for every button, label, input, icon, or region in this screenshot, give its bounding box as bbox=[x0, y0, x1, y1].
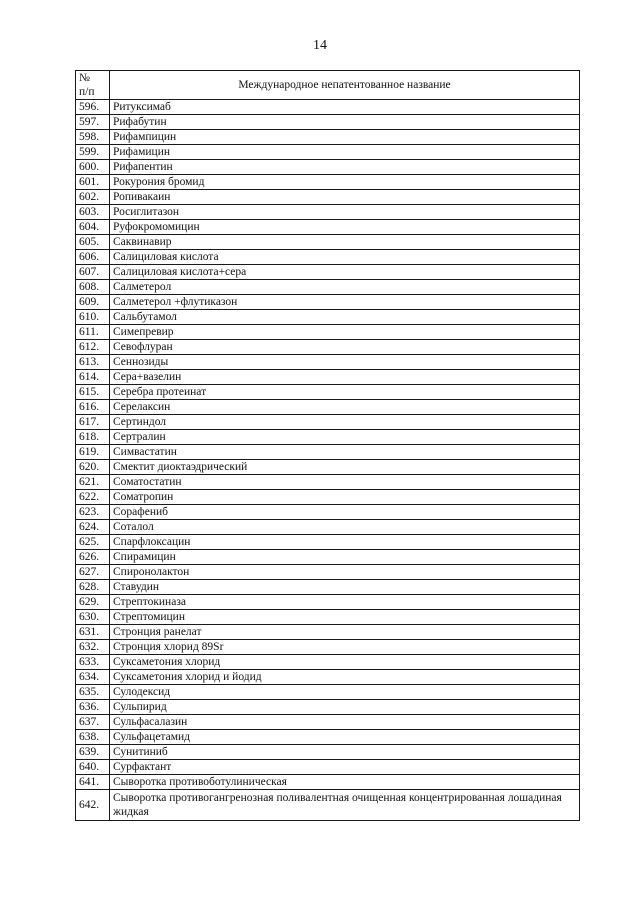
table-row bbox=[76, 220, 580, 235]
drug-name: Ритуксимаб bbox=[110, 100, 580, 115]
row-number: 623. bbox=[76, 505, 110, 520]
drug-name: Сульпирид bbox=[110, 700, 580, 715]
drug-name: Серелаксин bbox=[110, 400, 580, 415]
row-number: 626. bbox=[76, 550, 110, 565]
table-row bbox=[76, 790, 580, 821]
drug-name: Росиглитазон bbox=[110, 205, 580, 220]
table-row bbox=[76, 145, 580, 160]
table-row bbox=[76, 310, 580, 325]
drug-name: Сульфацетамид bbox=[110, 730, 580, 745]
row-number: 641. bbox=[76, 775, 110, 790]
row-number: 608. bbox=[76, 280, 110, 295]
table-row bbox=[76, 655, 580, 670]
row-number: 600. bbox=[76, 160, 110, 175]
table-row bbox=[76, 610, 580, 625]
row-number: 599. bbox=[76, 145, 110, 160]
table-row bbox=[76, 745, 580, 760]
row-number: 618. bbox=[76, 430, 110, 445]
table-row bbox=[76, 475, 580, 490]
table-row bbox=[76, 205, 580, 220]
table-row bbox=[76, 160, 580, 175]
row-number: 639. bbox=[76, 745, 110, 760]
row-number: 642. bbox=[76, 790, 110, 821]
drug-name: Спирамицин bbox=[110, 550, 580, 565]
row-number: 620. bbox=[76, 460, 110, 475]
table-row bbox=[76, 295, 580, 310]
table-row bbox=[76, 775, 580, 790]
drug-name: Рифамицин bbox=[110, 145, 580, 160]
table-row bbox=[76, 445, 580, 460]
row-number: 615. bbox=[76, 385, 110, 400]
row-number: 632. bbox=[76, 640, 110, 655]
drug-name: Соматостатин bbox=[110, 475, 580, 490]
drug-name: Севофлуран bbox=[110, 340, 580, 355]
header-number-cell bbox=[76, 71, 110, 100]
row-number: 634. bbox=[76, 670, 110, 685]
table-row bbox=[76, 595, 580, 610]
table-row bbox=[76, 265, 580, 280]
drug-name: Серебра протеинат bbox=[110, 385, 580, 400]
table-row bbox=[76, 235, 580, 250]
row-number: 619. bbox=[76, 445, 110, 460]
row-number: 633. bbox=[76, 655, 110, 670]
table-row bbox=[76, 280, 580, 295]
drug-name: Салметерол bbox=[110, 280, 580, 295]
table-row bbox=[76, 415, 580, 430]
table-header-row bbox=[76, 71, 580, 100]
table-row bbox=[76, 385, 580, 400]
table-row bbox=[76, 565, 580, 580]
row-number: 610. bbox=[76, 310, 110, 325]
drug-name: Сертралин bbox=[110, 430, 580, 445]
drug-name: Сеннозиды bbox=[110, 355, 580, 370]
row-number: 624. bbox=[76, 520, 110, 535]
drug-name: Спиронолактон bbox=[110, 565, 580, 580]
row-number: 617. bbox=[76, 415, 110, 430]
drug-name: Рифапентин bbox=[110, 160, 580, 175]
row-number: 604. bbox=[76, 220, 110, 235]
drug-name: Салициловая кислота bbox=[110, 250, 580, 265]
table-row bbox=[76, 580, 580, 595]
table-row bbox=[76, 340, 580, 355]
row-number: 613. bbox=[76, 355, 110, 370]
drug-name: Симепревир bbox=[110, 325, 580, 340]
drug-name: Соталол bbox=[110, 520, 580, 535]
row-number: 625. bbox=[76, 535, 110, 550]
row-number: 622. bbox=[76, 490, 110, 505]
drug-name: Стрептокиназа bbox=[110, 595, 580, 610]
row-number: 631. bbox=[76, 625, 110, 640]
drug-name: Смектит диоктаэдрический bbox=[110, 460, 580, 475]
drug-name: Сурфактант bbox=[110, 760, 580, 775]
row-number: 603. bbox=[76, 205, 110, 220]
table-row bbox=[76, 505, 580, 520]
row-number: 609. bbox=[76, 295, 110, 310]
table-row bbox=[76, 520, 580, 535]
table-row bbox=[76, 250, 580, 265]
drug-name: Стрептомицин bbox=[110, 610, 580, 625]
row-number: 614. bbox=[76, 370, 110, 385]
row-number: 597. bbox=[76, 115, 110, 130]
drug-name: Сальбутамол bbox=[110, 310, 580, 325]
table-row bbox=[76, 460, 580, 475]
drug-name: Соматропин bbox=[110, 490, 580, 505]
drug-name: Сыворотка противогангренозная поливалентная очищенная концентрированная лошадиная жидкая bbox=[110, 790, 580, 821]
row-number: 612. bbox=[76, 340, 110, 355]
table-row bbox=[76, 700, 580, 715]
row-number: 628. bbox=[76, 580, 110, 595]
table-row bbox=[76, 730, 580, 745]
table-row bbox=[76, 115, 580, 130]
drug-name: Сертиндол bbox=[110, 415, 580, 430]
table-row bbox=[76, 760, 580, 775]
header-number-abbrev: п/п bbox=[79, 86, 95, 98]
row-number: 606. bbox=[76, 250, 110, 265]
drug-name: Суксаметония хлорид и йодид bbox=[110, 670, 580, 685]
row-number: 630. bbox=[76, 610, 110, 625]
table-row bbox=[76, 670, 580, 685]
table-row bbox=[76, 100, 580, 115]
drug-name: Сульфасалазин bbox=[110, 715, 580, 730]
drug-name: Стронция хлорид 89Sr bbox=[110, 640, 580, 655]
table-row bbox=[76, 355, 580, 370]
table-row bbox=[76, 400, 580, 415]
table-row bbox=[76, 130, 580, 145]
table-row bbox=[76, 325, 580, 340]
drug-name: Спарфлоксацин bbox=[110, 535, 580, 550]
row-number: 601. bbox=[76, 175, 110, 190]
drug-name: Рифампицин bbox=[110, 130, 580, 145]
row-number: 638. bbox=[76, 730, 110, 745]
drug-name: Рокурония бромид bbox=[110, 175, 580, 190]
row-number: 596. bbox=[76, 100, 110, 115]
row-number: 607. bbox=[76, 265, 110, 280]
row-number: 635. bbox=[76, 685, 110, 700]
row-number: 640. bbox=[76, 760, 110, 775]
table-row bbox=[76, 535, 580, 550]
row-number: 616. bbox=[76, 400, 110, 415]
drug-name: Руфокромомицин bbox=[110, 220, 580, 235]
drug-name: Симвастатин bbox=[110, 445, 580, 460]
page-number: 14 bbox=[313, 38, 327, 53]
table-row bbox=[76, 685, 580, 700]
table-row bbox=[76, 550, 580, 565]
table-body bbox=[76, 100, 580, 821]
row-number: 627. bbox=[76, 565, 110, 580]
header-number-symbol: № bbox=[79, 72, 90, 84]
drug-name: Салициловая кислота+сера bbox=[110, 265, 580, 280]
table-row bbox=[76, 490, 580, 505]
table-row bbox=[76, 640, 580, 655]
row-number: 636. bbox=[76, 700, 110, 715]
row-number: 621. bbox=[76, 475, 110, 490]
drug-name: Сунитиниб bbox=[110, 745, 580, 760]
table-row bbox=[76, 715, 580, 730]
table-row bbox=[76, 190, 580, 205]
drug-name: Саквинавир bbox=[110, 235, 580, 250]
drug-name: Ставудин bbox=[110, 580, 580, 595]
row-number: 629. bbox=[76, 595, 110, 610]
table-row bbox=[76, 625, 580, 640]
table-row bbox=[76, 370, 580, 385]
row-number: 611. bbox=[76, 325, 110, 340]
row-number: 637. bbox=[76, 715, 110, 730]
table-row bbox=[76, 430, 580, 445]
drug-name: Салметерол +флутиказон bbox=[110, 295, 580, 310]
drug-name: Ропивакаин bbox=[110, 190, 580, 205]
drug-name: Сыворотка противоботулиническая bbox=[110, 775, 580, 790]
header-name-cell: Международное непатентованное название bbox=[110, 71, 580, 100]
row-number: 602. bbox=[76, 190, 110, 205]
drug-name: Сера+вазелин bbox=[110, 370, 580, 385]
row-number: 598. bbox=[76, 130, 110, 145]
drug-name: Стронция ранелат bbox=[110, 625, 580, 640]
drug-name: Суксаметония хлорид bbox=[110, 655, 580, 670]
drug-name: Рифабутин bbox=[110, 115, 580, 130]
row-number: 605. bbox=[76, 235, 110, 250]
table-row bbox=[76, 175, 580, 190]
drug-name: Сулодексид bbox=[110, 685, 580, 700]
drug-name: Сорафениб bbox=[110, 505, 580, 520]
drug-names-table bbox=[75, 70, 580, 821]
